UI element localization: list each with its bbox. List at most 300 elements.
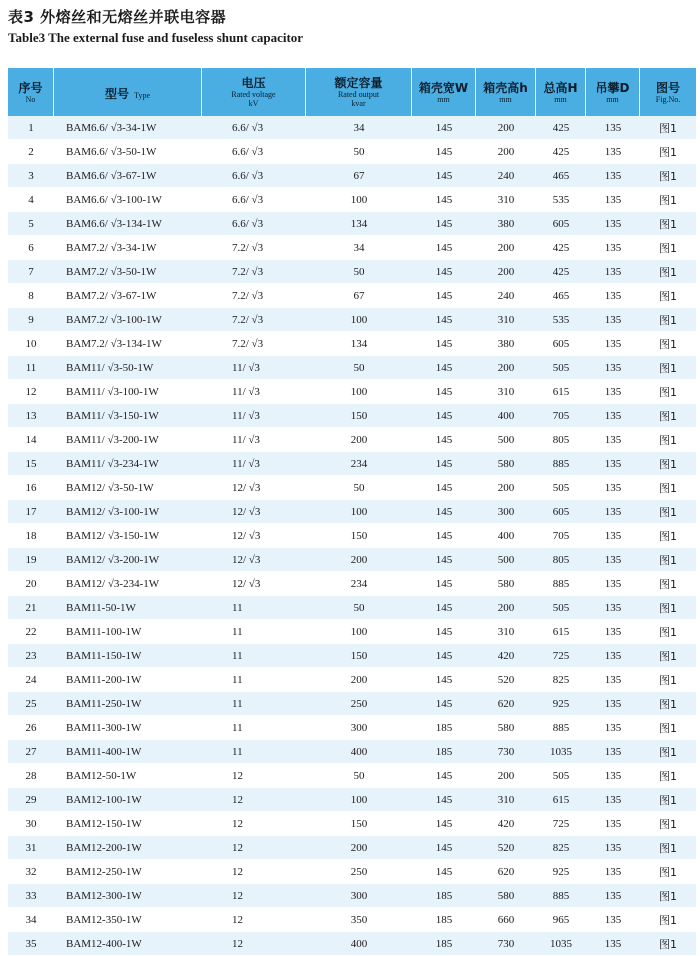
cell-fig: 图1 bbox=[640, 356, 696, 380]
cell-type: BAM7.2/ √3-67-1W bbox=[54, 284, 202, 308]
cell-height: 500 bbox=[476, 428, 536, 452]
cell-height: 400 bbox=[476, 404, 536, 428]
cell-output: 67 bbox=[306, 164, 412, 188]
table-row bbox=[8, 188, 696, 212]
table-row bbox=[8, 284, 696, 308]
cell-output: 134 bbox=[306, 332, 412, 356]
col-header-width-unit: mm bbox=[437, 94, 450, 104]
cell-fig: 图1 bbox=[640, 332, 696, 356]
table-caption bbox=[8, 6, 692, 46]
cell-type: BAM6.6/ √3-67-1W bbox=[54, 164, 202, 188]
cell-type: BAM12-150-1W bbox=[54, 812, 202, 836]
cell-fig: 图1 bbox=[640, 140, 696, 164]
cell-output: 50 bbox=[306, 356, 412, 380]
cell-voltage: 7.2/ √3 bbox=[202, 284, 306, 308]
cell-lug: 135 bbox=[586, 572, 640, 596]
cell-output: 100 bbox=[306, 380, 412, 404]
cell-lug: 135 bbox=[586, 644, 640, 668]
cell-fig: 图1 bbox=[640, 644, 696, 668]
cell-no: 26 bbox=[8, 716, 54, 740]
cell-no: 3 bbox=[8, 164, 54, 188]
cell-lug: 135 bbox=[586, 620, 640, 644]
cell-no: 22 bbox=[8, 620, 54, 644]
col-header-total-cn: 总高H bbox=[543, 80, 578, 95]
cell-fig: 图1 bbox=[640, 836, 696, 860]
cell-total-height: 505 bbox=[536, 596, 586, 620]
cell-height: 200 bbox=[476, 236, 536, 260]
cell-type: BAM11-200-1W bbox=[54, 668, 202, 692]
cell-fig: 图1 bbox=[640, 428, 696, 452]
cell-fig: 图1 bbox=[640, 164, 696, 188]
cell-width: 145 bbox=[412, 524, 476, 548]
cell-fig: 图1 bbox=[640, 812, 696, 836]
cell-output: 250 bbox=[306, 860, 412, 884]
cell-lug: 135 bbox=[586, 668, 640, 692]
cell-type: BAM7.2/ √3-134-1W bbox=[54, 332, 202, 356]
cell-type: BAM12-350-1W bbox=[54, 908, 202, 932]
cell-height: 730 bbox=[476, 740, 536, 764]
cell-voltage: 12 bbox=[202, 764, 306, 788]
col-header-type-en: Type bbox=[134, 90, 150, 100]
cell-height: 420 bbox=[476, 644, 536, 668]
table-header bbox=[8, 68, 696, 116]
cell-voltage: 11/ √3 bbox=[202, 380, 306, 404]
cell-total-height: 825 bbox=[536, 668, 586, 692]
cell-type: BAM7.2/ √3-100-1W bbox=[54, 308, 202, 332]
cell-width: 145 bbox=[412, 212, 476, 236]
cell-type: BAM11/ √3-100-1W bbox=[54, 380, 202, 404]
cell-fig: 图1 bbox=[640, 236, 696, 260]
cell-fig: 图1 bbox=[640, 788, 696, 812]
cell-lug: 135 bbox=[586, 380, 640, 404]
cell-no: 9 bbox=[8, 308, 54, 332]
col-header-voltage-cn: 电压 bbox=[241, 76, 266, 90]
table-row bbox=[8, 380, 696, 404]
cell-lug: 135 bbox=[586, 692, 640, 716]
table-row bbox=[8, 332, 696, 356]
cell-fig: 图1 bbox=[640, 692, 696, 716]
cell-output: 200 bbox=[306, 548, 412, 572]
cell-width: 145 bbox=[412, 116, 476, 140]
cell-total-height: 925 bbox=[536, 860, 586, 884]
cell-voltage: 11/ √3 bbox=[202, 452, 306, 476]
cell-width: 145 bbox=[412, 188, 476, 212]
cell-voltage: 12 bbox=[202, 884, 306, 908]
cell-fig: 图1 bbox=[640, 764, 696, 788]
cell-output: 100 bbox=[306, 188, 412, 212]
cell-width: 145 bbox=[412, 428, 476, 452]
cell-type: BAM12/ √3-200-1W bbox=[54, 548, 202, 572]
table-row bbox=[8, 764, 696, 788]
cell-fig: 图1 bbox=[640, 308, 696, 332]
cell-type: BAM11-300-1W bbox=[54, 716, 202, 740]
cell-total-height: 885 bbox=[536, 572, 586, 596]
cell-total-height: 605 bbox=[536, 332, 586, 356]
table-row bbox=[8, 788, 696, 812]
cell-output: 250 bbox=[306, 692, 412, 716]
cell-output: 50 bbox=[306, 476, 412, 500]
cell-total-height: 1035 bbox=[536, 740, 586, 764]
cell-total-height: 925 bbox=[536, 692, 586, 716]
cell-height: 310 bbox=[476, 620, 536, 644]
cell-total-height: 465 bbox=[536, 284, 586, 308]
cell-width: 185 bbox=[412, 884, 476, 908]
cell-total-height: 505 bbox=[536, 764, 586, 788]
cell-voltage: 12 bbox=[202, 836, 306, 860]
cell-type: BAM11/ √3-150-1W bbox=[54, 404, 202, 428]
cell-width: 145 bbox=[412, 332, 476, 356]
cell-height: 620 bbox=[476, 860, 536, 884]
cell-no: 27 bbox=[8, 740, 54, 764]
cell-width: 145 bbox=[412, 380, 476, 404]
cell-voltage: 12 bbox=[202, 908, 306, 932]
table-row bbox=[8, 836, 696, 860]
cell-lug: 135 bbox=[586, 116, 640, 140]
cell-type: BAM12-300-1W bbox=[54, 884, 202, 908]
col-header-lug-cn: 吊攀D bbox=[595, 80, 630, 95]
cell-no: 20 bbox=[8, 572, 54, 596]
cell-fig: 图1 bbox=[640, 404, 696, 428]
cell-width: 145 bbox=[412, 236, 476, 260]
col-header-output-unit: kvar bbox=[351, 99, 366, 108]
col-header-output-en: Rated output bbox=[337, 90, 380, 99]
cell-no: 29 bbox=[8, 788, 54, 812]
cell-voltage: 6.6/ √3 bbox=[202, 164, 306, 188]
cell-height: 620 bbox=[476, 692, 536, 716]
cell-no: 11 bbox=[8, 356, 54, 380]
cell-fig: 图1 bbox=[640, 620, 696, 644]
col-header-type-cn: 型号 bbox=[105, 86, 130, 101]
table-row bbox=[8, 500, 696, 524]
cell-voltage: 7.2/ √3 bbox=[202, 260, 306, 284]
cell-lug: 135 bbox=[586, 428, 640, 452]
cell-lug: 135 bbox=[586, 332, 640, 356]
table-row bbox=[8, 692, 696, 716]
cell-width: 145 bbox=[412, 764, 476, 788]
cell-voltage: 12/ √3 bbox=[202, 476, 306, 500]
col-header-width bbox=[412, 68, 476, 116]
cell-height: 240 bbox=[476, 164, 536, 188]
cell-fig: 图1 bbox=[640, 188, 696, 212]
cell-output: 300 bbox=[306, 716, 412, 740]
cell-height: 200 bbox=[476, 116, 536, 140]
cell-voltage: 11 bbox=[202, 692, 306, 716]
cell-voltage: 12 bbox=[202, 812, 306, 836]
cell-total-height: 505 bbox=[536, 476, 586, 500]
cell-lug: 135 bbox=[586, 812, 640, 836]
cell-voltage: 12/ √3 bbox=[202, 548, 306, 572]
cell-voltage: 7.2/ √3 bbox=[202, 236, 306, 260]
cell-no: 30 bbox=[8, 812, 54, 836]
col-header-output-cn: 额定容量 bbox=[334, 76, 383, 90]
cell-no: 14 bbox=[8, 428, 54, 452]
cell-output: 100 bbox=[306, 500, 412, 524]
cell-voltage: 12/ √3 bbox=[202, 500, 306, 524]
cell-lug: 135 bbox=[586, 524, 640, 548]
cell-height: 580 bbox=[476, 884, 536, 908]
cell-lug: 135 bbox=[586, 164, 640, 188]
cell-output: 34 bbox=[306, 236, 412, 260]
cell-width: 145 bbox=[412, 260, 476, 284]
cell-width: 145 bbox=[412, 284, 476, 308]
cell-output: 50 bbox=[306, 764, 412, 788]
cell-fig: 图1 bbox=[640, 284, 696, 308]
cell-width: 145 bbox=[412, 644, 476, 668]
cell-total-height: 615 bbox=[536, 788, 586, 812]
cell-no: 33 bbox=[8, 884, 54, 908]
cell-width: 145 bbox=[412, 164, 476, 188]
cell-voltage: 11 bbox=[202, 740, 306, 764]
cell-no: 8 bbox=[8, 284, 54, 308]
col-header-height-unit: mm bbox=[499, 94, 512, 104]
cell-fig: 图1 bbox=[640, 524, 696, 548]
cell-voltage: 12 bbox=[202, 932, 306, 956]
cell-voltage: 11 bbox=[202, 620, 306, 644]
table-row bbox=[8, 932, 696, 956]
cell-type: BAM6.6/ √3-50-1W bbox=[54, 140, 202, 164]
cell-output: 34 bbox=[306, 116, 412, 140]
cell-no: 24 bbox=[8, 668, 54, 692]
cell-output: 50 bbox=[306, 596, 412, 620]
table-row bbox=[8, 884, 696, 908]
cell-no: 19 bbox=[8, 548, 54, 572]
table-row bbox=[8, 428, 696, 452]
cell-height: 660 bbox=[476, 908, 536, 932]
cell-lug: 135 bbox=[586, 932, 640, 956]
cell-width: 145 bbox=[412, 788, 476, 812]
cell-height: 400 bbox=[476, 524, 536, 548]
cell-width: 185 bbox=[412, 908, 476, 932]
cell-output: 150 bbox=[306, 644, 412, 668]
cell-width: 145 bbox=[412, 476, 476, 500]
cell-fig: 图1 bbox=[640, 452, 696, 476]
cell-no: 5 bbox=[8, 212, 54, 236]
cell-lug: 135 bbox=[586, 596, 640, 620]
cell-lug: 135 bbox=[586, 764, 640, 788]
cell-total-height: 805 bbox=[536, 428, 586, 452]
cell-height: 200 bbox=[476, 476, 536, 500]
cell-output: 150 bbox=[306, 404, 412, 428]
cell-fig: 图1 bbox=[640, 668, 696, 692]
cell-total-height: 885 bbox=[536, 716, 586, 740]
cell-fig: 图1 bbox=[640, 884, 696, 908]
cell-width: 145 bbox=[412, 860, 476, 884]
cell-type: BAM6.6/ √3-34-1W bbox=[54, 116, 202, 140]
col-header-voltage bbox=[202, 68, 306, 116]
cell-fig: 图1 bbox=[640, 212, 696, 236]
cell-fig: 图1 bbox=[640, 260, 696, 284]
cell-output: 150 bbox=[306, 812, 412, 836]
cell-output: 134 bbox=[306, 212, 412, 236]
table-row bbox=[8, 476, 696, 500]
cell-type: BAM7.2/ √3-50-1W bbox=[54, 260, 202, 284]
cell-total-height: 805 bbox=[536, 548, 586, 572]
table-row bbox=[8, 860, 696, 884]
cell-voltage: 12 bbox=[202, 788, 306, 812]
cell-total-height: 885 bbox=[536, 452, 586, 476]
cell-voltage: 11 bbox=[202, 668, 306, 692]
cell-fig: 图1 bbox=[640, 116, 696, 140]
cell-voltage: 11 bbox=[202, 644, 306, 668]
cell-voltage: 6.6/ √3 bbox=[202, 188, 306, 212]
col-header-no bbox=[8, 68, 54, 116]
cell-width: 185 bbox=[412, 932, 476, 956]
cell-output: 234 bbox=[306, 452, 412, 476]
cell-voltage: 7.2/ √3 bbox=[202, 308, 306, 332]
cell-total-height: 535 bbox=[536, 308, 586, 332]
table-title-en: Table3 The external fuse and fuseless shunt capacitor bbox=[8, 30, 304, 45]
cell-width: 145 bbox=[412, 308, 476, 332]
cell-total-height: 605 bbox=[536, 500, 586, 524]
col-header-width-cn: 箱壳宽W bbox=[418, 80, 469, 95]
cell-type: BAM11-100-1W bbox=[54, 620, 202, 644]
cell-height: 520 bbox=[476, 668, 536, 692]
cell-total-height: 615 bbox=[536, 620, 586, 644]
col-header-output bbox=[306, 68, 412, 116]
cell-type: BAM11-50-1W bbox=[54, 596, 202, 620]
cell-total-height: 825 bbox=[536, 836, 586, 860]
cell-height: 730 bbox=[476, 932, 536, 956]
col-header-voltage-en: Rated voltage bbox=[231, 90, 276, 99]
cell-no: 21 bbox=[8, 596, 54, 620]
cell-height: 380 bbox=[476, 212, 536, 236]
cell-output: 100 bbox=[306, 620, 412, 644]
cell-voltage: 6.6/ √3 bbox=[202, 116, 306, 140]
cell-lug: 135 bbox=[586, 236, 640, 260]
cell-height: 200 bbox=[476, 596, 536, 620]
cell-height: 310 bbox=[476, 188, 536, 212]
cell-no: 7 bbox=[8, 260, 54, 284]
cell-total-height: 725 bbox=[536, 812, 586, 836]
cell-width: 145 bbox=[412, 596, 476, 620]
col-header-no-cn: 序号 bbox=[18, 80, 43, 95]
table-row bbox=[8, 236, 696, 260]
cell-height: 310 bbox=[476, 308, 536, 332]
table-row bbox=[8, 572, 696, 596]
cell-type: BAM11/ √3-50-1W bbox=[54, 356, 202, 380]
col-header-total-unit: mm bbox=[554, 94, 567, 104]
cell-height: 240 bbox=[476, 284, 536, 308]
col-header-lug-unit: mm bbox=[606, 94, 619, 104]
cell-total-height: 615 bbox=[536, 380, 586, 404]
cell-no: 12 bbox=[8, 380, 54, 404]
cell-width: 145 bbox=[412, 404, 476, 428]
cell-no: 10 bbox=[8, 332, 54, 356]
cell-height: 200 bbox=[476, 140, 536, 164]
cell-lug: 135 bbox=[586, 188, 640, 212]
table-row bbox=[8, 644, 696, 668]
cell-total-height: 885 bbox=[536, 884, 586, 908]
table-row bbox=[8, 116, 696, 140]
cell-fig: 图1 bbox=[640, 596, 696, 620]
table-row bbox=[8, 308, 696, 332]
cell-type: BAM12/ √3-50-1W bbox=[54, 476, 202, 500]
cell-no: 2 bbox=[8, 140, 54, 164]
col-header-fig-en: Fig.No. bbox=[655, 94, 681, 104]
cell-output: 350 bbox=[306, 908, 412, 932]
cell-lug: 135 bbox=[586, 284, 640, 308]
table-row bbox=[8, 668, 696, 692]
cell-height: 500 bbox=[476, 548, 536, 572]
cell-total-height: 965 bbox=[536, 908, 586, 932]
cell-width: 145 bbox=[412, 692, 476, 716]
table-row bbox=[8, 164, 696, 188]
cell-type: BAM11-250-1W bbox=[54, 692, 202, 716]
cell-type: BAM11/ √3-200-1W bbox=[54, 428, 202, 452]
col-header-height bbox=[476, 68, 536, 116]
cell-height: 580 bbox=[476, 716, 536, 740]
cell-width: 145 bbox=[412, 620, 476, 644]
table-row bbox=[8, 908, 696, 932]
col-header-lug bbox=[586, 68, 640, 116]
cell-type: BAM11/ √3-234-1W bbox=[54, 452, 202, 476]
cell-height: 580 bbox=[476, 572, 536, 596]
cell-height: 520 bbox=[476, 836, 536, 860]
cell-total-height: 1035 bbox=[536, 932, 586, 956]
cell-no: 17 bbox=[8, 500, 54, 524]
capacitor-spec-table bbox=[8, 68, 696, 956]
cell-lug: 135 bbox=[586, 788, 640, 812]
cell-no: 35 bbox=[8, 932, 54, 956]
cell-total-height: 725 bbox=[536, 644, 586, 668]
cell-voltage: 11/ √3 bbox=[202, 356, 306, 380]
cell-total-height: 535 bbox=[536, 188, 586, 212]
col-header-voltage-unit: kV bbox=[248, 99, 259, 108]
cell-type: BAM12-100-1W bbox=[54, 788, 202, 812]
cell-width: 145 bbox=[412, 572, 476, 596]
cell-type: BAM11-150-1W bbox=[54, 644, 202, 668]
cell-no: 23 bbox=[8, 644, 54, 668]
cell-output: 100 bbox=[306, 788, 412, 812]
table-row bbox=[8, 620, 696, 644]
table-row bbox=[8, 356, 696, 380]
cell-voltage: 12/ √3 bbox=[202, 572, 306, 596]
cell-lug: 135 bbox=[586, 500, 640, 524]
table-title-cn: 表3 外熔丝和无熔丝并联电容器 bbox=[8, 8, 227, 26]
cell-output: 50 bbox=[306, 140, 412, 164]
cell-no: 13 bbox=[8, 404, 54, 428]
col-header-no-en: No bbox=[25, 94, 36, 104]
cell-total-height: 425 bbox=[536, 260, 586, 284]
cell-lug: 135 bbox=[586, 716, 640, 740]
cell-lug: 135 bbox=[586, 740, 640, 764]
cell-lug: 135 bbox=[586, 884, 640, 908]
cell-fig: 图1 bbox=[640, 548, 696, 572]
cell-type: BAM12-400-1W bbox=[54, 932, 202, 956]
cell-no: 16 bbox=[8, 476, 54, 500]
col-header-total-height bbox=[536, 68, 586, 116]
cell-lug: 135 bbox=[586, 860, 640, 884]
cell-lug: 135 bbox=[586, 308, 640, 332]
cell-no: 4 bbox=[8, 188, 54, 212]
col-header-height-cn: 箱壳高h bbox=[483, 80, 528, 95]
cell-type: BAM6.6/ √3-134-1W bbox=[54, 212, 202, 236]
cell-output: 234 bbox=[306, 572, 412, 596]
cell-width: 145 bbox=[412, 812, 476, 836]
cell-type: BAM6.6/ √3-100-1W bbox=[54, 188, 202, 212]
cell-fig: 图1 bbox=[640, 380, 696, 404]
cell-fig: 图1 bbox=[640, 572, 696, 596]
cell-height: 200 bbox=[476, 764, 536, 788]
cell-output: 150 bbox=[306, 524, 412, 548]
cell-lug: 135 bbox=[586, 476, 640, 500]
cell-lug: 135 bbox=[586, 404, 640, 428]
cell-type: BAM11-400-1W bbox=[54, 740, 202, 764]
cell-total-height: 705 bbox=[536, 404, 586, 428]
cell-output: 200 bbox=[306, 836, 412, 860]
cell-type: BAM12/ √3-150-1W bbox=[54, 524, 202, 548]
cell-type: BAM12/ √3-234-1W bbox=[54, 572, 202, 596]
